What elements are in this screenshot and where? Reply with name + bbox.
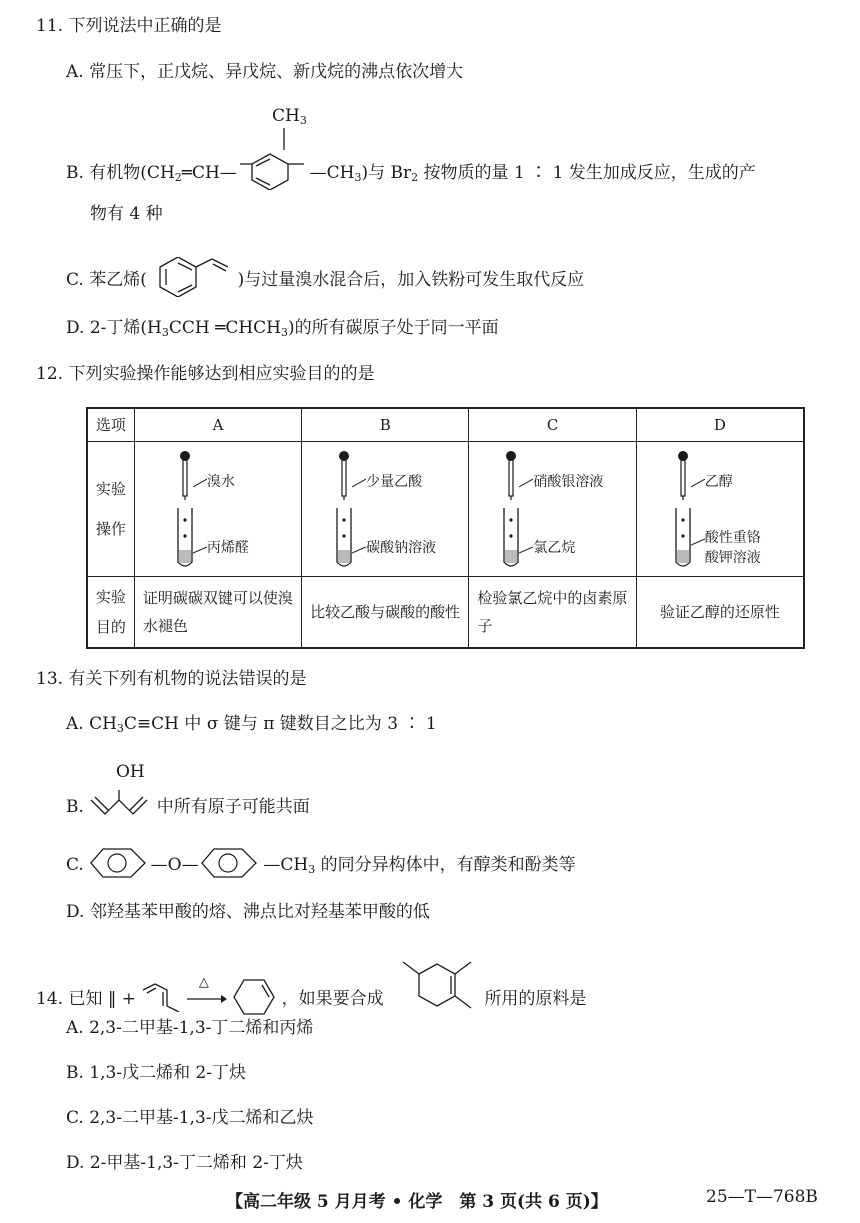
tube-cell-b [302,442,469,577]
q11-b-ch3-top: $CH_3$ [272,106,307,127]
reagent-bottom-d: 酸性重铬酸钾溶液 [704,530,761,566]
row-label-operation: 实验操作 [87,442,134,577]
q11-b-ch3-bond [282,128,286,150]
reagent-bottom-b: 碳酸钠溶液 [366,540,437,556]
tube-cell-c [469,442,636,577]
row-label-purpose: 实验目的 [87,577,134,649]
label-line [691,536,705,546]
q11-b-prefix: B. 有机物(CH [66,163,175,183]
benzene-ring-icon [200,846,258,880]
header-cell: 选项 [87,408,134,442]
styrene-structure [152,257,232,297]
q13-option-b: B. 中所有原子可能共面 [66,790,310,820]
label-line [193,544,207,554]
reagent-top-a: 溴水 [206,474,235,490]
label-line [519,544,533,554]
target-molecule-structure [389,958,479,1028]
experiment-table [86,407,805,649]
dropper-tube-icon [334,450,354,570]
butadiene-structure [141,982,181,1012]
q13-b-oh: OH [116,762,145,782]
q11-title: 11. 下列说法中正确的是 [36,16,222,36]
q11-option-d: D. 2-丁烯($H_3CCH$ $═CHCH_3$)的所有碳原子处于同一平面 [66,318,499,339]
q11-b-tail: )与 Br [361,163,412,183]
footer-page-info: 【高二年级 5 月月考 • 化学 第 3 页(共 6 页)】 [226,1192,608,1212]
dropper-tube-icon [501,450,521,570]
purpose-c: 检验氯乙烷中的卤素原子 [469,577,636,649]
header-cell: A [134,408,301,442]
header-cell: D [636,408,804,442]
arrow-icon [187,994,227,1004]
tube-cell-a [134,442,301,577]
q14-option-d: D. 2-甲基-1,3-丁二烯和 2-丁炔 [66,1153,303,1173]
reagent-top-c: 硝酸银溶液 [533,474,604,490]
allyl-alcohol-structure [89,790,151,820]
q12-title: 12. 下列实验操作能够达到相应实验目的的是 [36,364,375,384]
q11-option-c: C. 苯乙烯( )与过量溴水混合后，加入铁粉可发生取代反应 [66,257,584,297]
reagent-top-d: 乙醇 [704,474,733,490]
footer-code: 25—T—768B [706,1187,818,1207]
benzene-ring-icon [89,846,151,880]
q11-b-tail2: 按物质的量 1 ∶ 1 发生加成反应，生成的产 [418,163,756,183]
q14-option-c: C. 2,3-二甲基-1,3-戊二烯和乙炔 [66,1108,314,1128]
q11-b-tail-pre: —CH [309,163,355,183]
q11-option-a: A. 常压下，正戊烷、异戊烷、新戊烷的沸点依次增大 [66,62,464,82]
heat-arrow: △ [187,987,227,1011]
dropper-tube-icon [175,450,195,570]
label-line [352,544,366,554]
q13-title: 13. 有关下列有机物的说法错误的是 [36,669,307,689]
header-cell: B [302,408,469,442]
q14-title: 14. 已知 ‖ + △ ，如果要合成 所用的原料是 [36,958,586,1028]
header-cell: C [469,408,636,442]
label-line [691,478,705,488]
purpose-b: 比较乙酸与碳酸的酸性 [302,577,469,649]
purpose-d: 验证乙醇的还原性 [636,577,804,649]
table-row-purpose [87,577,804,649]
q14-option-b: B. 1,3-戊二烯和 2-丁炔 [66,1063,247,1083]
reagent-bottom-c: 氯乙烷 [533,540,576,556]
q11-b-line2: 物有 4 种 [90,204,163,224]
reagent-top-b: 少量乙酸 [366,474,423,490]
cyclohexene-structure [232,978,276,1016]
dropper-tube-icon [673,450,693,570]
purpose-a: 证明碳碳双键可以使溴水褪色 [134,577,301,649]
tube-cell-d [636,442,804,577]
reagent-bottom-a: 丙烯醛 [206,540,249,556]
q11-option-b: B. 有机物($CH_2═CH—$ $—CH_3$)与 $Br_2$ 按物质的量 1 ∶ 1 发生加成反应，生成的产 [66,150,756,190]
q13-option-d: D. 邻羟基苯甲酸的熔、沸点比对羟基苯甲酸的低 [66,902,430,922]
label-line [352,478,366,488]
label-line [519,478,533,488]
q11-b-mid: ═CH— [181,163,237,183]
q13-option-a: A. $CH_3C\equiv CH$ 中 σ 键与 π 键数目之比为 3 ∶ 1 [66,714,437,735]
q13-option-c: C. —O— $—CH_3$ 的同分异构体中，有醇类和酚类等 [66,846,576,880]
table-header-row [87,408,804,442]
q11-b-ring-structure [240,150,306,190]
q14-option-a: A. 2,3-二甲基-1,3-丁二烯和丙烯 [66,1018,314,1038]
table-row-operation [87,442,804,577]
label-line [193,478,207,488]
